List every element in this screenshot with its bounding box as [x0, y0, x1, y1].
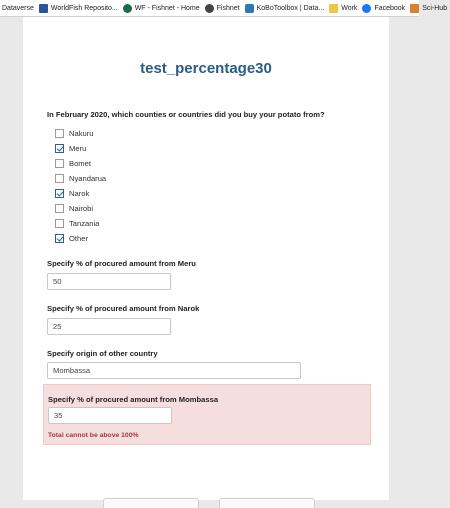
bookmark-fishnet[interactable]	[203, 0, 243, 17]
bookmark-scihub[interactable]	[408, 0, 450, 17]
gear-icon	[205, 4, 214, 13]
option-nakuru[interactable]	[55, 126, 106, 141]
bookmark-label: Fishnet	[216, 4, 240, 12]
bookmark-label: WF - Fishnet - Home	[134, 4, 200, 12]
narok-percent-label: Specify % of procured amount from Narok	[47, 304, 200, 313]
bookmark-label: Work	[341, 4, 358, 12]
mombassa-percent-input[interactable]: 35	[48, 407, 172, 424]
checkbox[interactable]	[55, 174, 64, 183]
meru-percent-input[interactable]: 50	[47, 273, 171, 290]
option-tanzania[interactable]	[55, 216, 106, 231]
option-label: Nyandarua	[69, 174, 107, 183]
checkbox-checked[interactable]	[55, 144, 64, 153]
worldfish-icon	[39, 4, 48, 13]
bookmark-label: WorldFish Reposito...	[50, 4, 118, 12]
validation-error-message: Total cannot be above 100%	[48, 432, 139, 439]
bookmark-label: Dataverse	[2, 4, 34, 12]
meru-percent-label: Specify % of procured amount from Meru	[47, 259, 196, 268]
bookmark-label: Sci-Hub	[422, 4, 448, 12]
bookmarks-bar	[0, 0, 448, 17]
bookmark-dataverse[interactable]	[0, 0, 37, 17]
fishnet-icon	[123, 4, 132, 13]
checkbox-checked[interactable]	[55, 234, 64, 243]
mombassa-percent-label: Specify % of procured amount from Mombassa	[48, 395, 219, 404]
option-label: Narok	[69, 189, 90, 198]
option-nyandarua[interactable]	[55, 171, 106, 186]
bookmark-worldfish[interactable]	[37, 0, 121, 17]
question-counties-label: In February 2020, which counties or countries did you buy your potato from?	[47, 110, 325, 119]
bookmark-facebook[interactable]	[360, 0, 408, 17]
checkbox[interactable]	[55, 204, 64, 213]
narok-percent-input[interactable]: 25	[47, 318, 171, 335]
kobo-icon	[245, 4, 254, 13]
bookmark-work[interactable]	[327, 0, 360, 17]
other-origin-input[interactable]: Mombassa	[47, 362, 301, 379]
checkbox-checked[interactable]	[55, 189, 64, 198]
option-label: Other	[69, 234, 88, 243]
option-narok[interactable]	[55, 186, 106, 201]
form-title: test_percentage30	[140, 60, 272, 77]
folder-icon	[329, 4, 338, 13]
option-bomet[interactable]	[55, 156, 106, 171]
bookmark-label: Facebook	[374, 4, 406, 12]
option-label: Meru	[69, 144, 87, 153]
option-nairobi[interactable]	[55, 201, 106, 216]
checkbox[interactable]	[55, 129, 64, 138]
bookmark-label: KoBoToolbox | Data...	[256, 4, 325, 12]
counties-options	[55, 126, 106, 246]
previous-button[interactable]	[103, 498, 199, 508]
next-button[interactable]	[219, 498, 315, 508]
other-origin-label: Specify origin of other country	[47, 349, 158, 358]
option-label: Nairobi	[69, 204, 94, 213]
option-label: Bomet	[69, 159, 91, 168]
option-meru[interactable]	[55, 141, 106, 156]
mombassa-error-block	[43, 384, 371, 445]
form-card	[23, 17, 389, 500]
bookmark-wf-fishnet[interactable]	[121, 0, 203, 17]
bookmark-kobotoolbox[interactable]	[243, 0, 328, 17]
facebook-icon	[362, 4, 371, 13]
option-label: Nakuru	[69, 129, 94, 138]
scihub-icon	[410, 4, 419, 13]
option-label: Tanzania	[69, 219, 100, 228]
checkbox[interactable]	[55, 159, 64, 168]
checkbox[interactable]	[55, 219, 64, 228]
option-other[interactable]	[55, 231, 106, 246]
